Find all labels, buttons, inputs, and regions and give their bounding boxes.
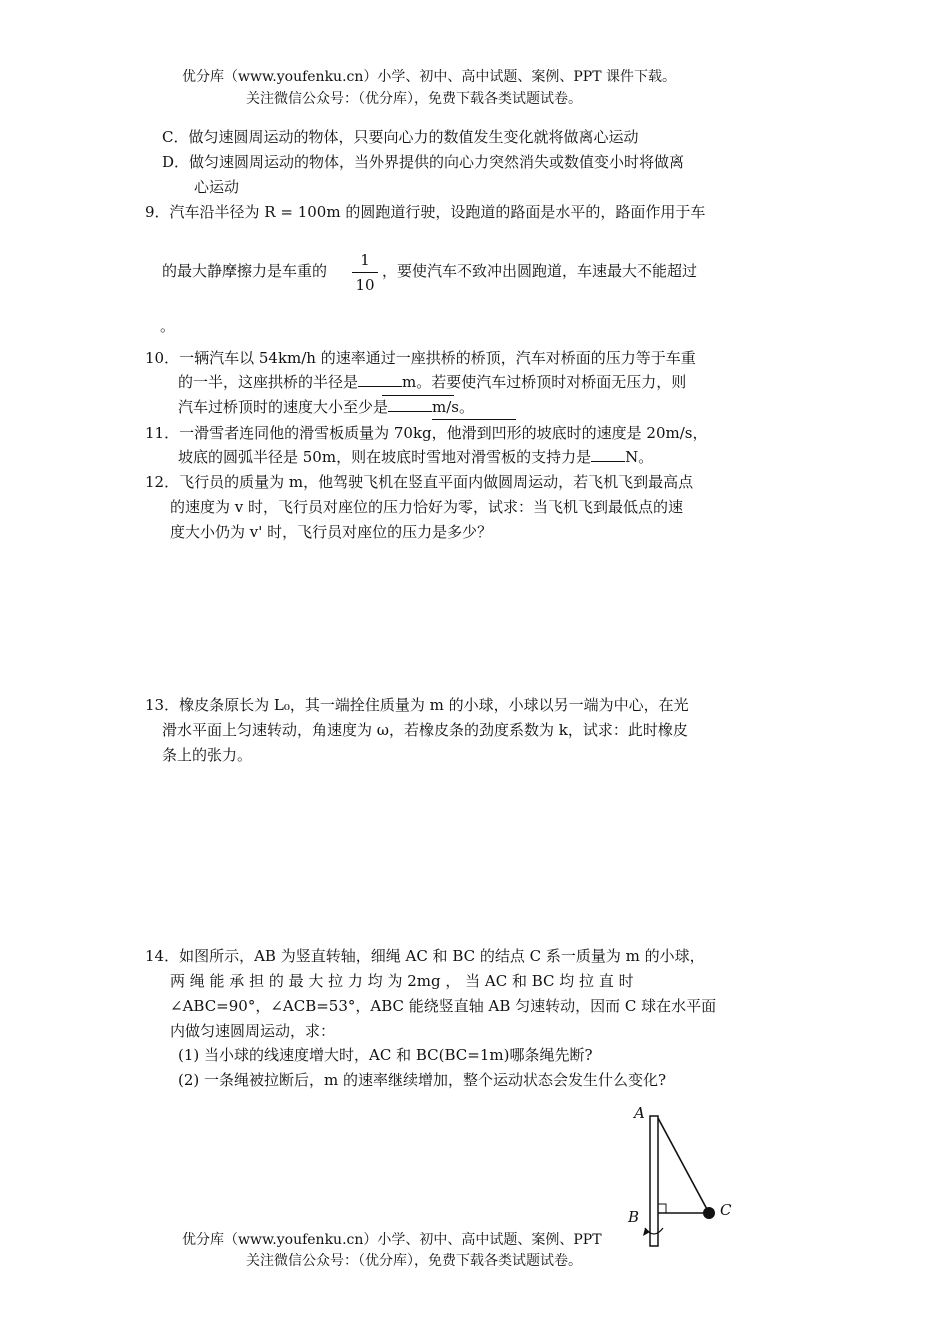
q8-option-c: C．做匀速圆周运动的物体，只要向心力的数值发生变化就将做离心运动 [162, 128, 639, 146]
q12-line-1: 12．飞行员的质量为 m，他驾驶飞机在竖直平面内做圆周运动，若飞机飞到最高点 [145, 473, 694, 491]
q11-line-2-before: 坡底的圆弧半径是 50m，则在坡底时雪地对滑雪板的支持力是 [178, 448, 592, 466]
q9-line-2-before: 的最大静摩擦力是车重的 [162, 262, 328, 280]
q9-line-2-after: ，要使汽车不致冲出圆跑道，车速最大不能超过 [382, 262, 698, 280]
q14-subquestion-2: (2) 一条绳被拉断后，m 的速率继续增加，整个运动状态会发生什么变化? [178, 1071, 667, 1089]
q12-line-3: 度大小仍为 v' 时，飞行员对座位的压力是多少？ [170, 523, 493, 541]
q10-line-2-before: 的一半，这座拱桥的半径是 [178, 373, 359, 391]
q8-option-d-line1: D．做匀速圆周运动的物体，当外界提供的向心力突然消失或数值变小时将做离 [162, 153, 685, 171]
q8-option-d-line2: 心运动 [194, 178, 240, 196]
footer-line-1: 优分库（www.youfenku.cn）小学、初中、高中试题、案例、PPT [182, 1232, 602, 1248]
q10-underline-2 [432, 419, 516, 420]
q10-line-3-before: 汽车过桥顶时的速度大小至少是 [178, 398, 389, 416]
label-c: C [720, 1201, 732, 1219]
q14-line-1: 14．如图所示，AB 为竖直转轴，细绳 AC 和 BC 的结点 C 系一质量为 m 的小球， [145, 947, 705, 965]
q11-line-2 [178, 445, 653, 469]
q9-fraction-denominator: 10 [355, 276, 375, 294]
q14-line-3: ∠ABC=90°，∠ACB=53°，ABC 能绕竖直轴 AB 匀速转动，因而 C 球在水平面 [170, 997, 717, 1015]
q10-line-3 [178, 395, 474, 419]
q13-line-1: 13．橡皮条原长为 L₀，其一端拴住质量为 m 的小球，小球以另一端为中心，在光 [145, 696, 689, 714]
label-a: A [634, 1104, 645, 1122]
ball-c [703, 1207, 715, 1219]
q11-blank-force [591, 461, 625, 462]
footer-line-2: 关注微信公众号：（优分库），免费下载各类试题试卷。 [246, 1253, 582, 1269]
header-line-2: 关注微信公众号：（优分库），免费下载各类试题试卷。 [246, 91, 582, 107]
q12-line-2: 的速度为 v 时，飞行员对座位的压力恰好为零，试求：当飞机飞到最低点的速 [170, 498, 684, 516]
q10-blank-radius [358, 386, 402, 387]
q10-line-1: 10．一辆汽车以 54km/h 的速率通过一座拱桥的桥顶，汽车对桥面的压力等于车重 [145, 349, 696, 367]
q9-line-3: 。 [160, 317, 176, 335]
vertical-shaft [650, 1116, 658, 1246]
q11-line-2-after: N。 [625, 448, 654, 466]
right-angle-mark [658, 1204, 666, 1213]
q14-subquestion-1: (1) 当小球的线速度增大时，AC 和 BC(BC=1m)哪条绳先断? [178, 1046, 593, 1064]
header-line-1: 优分库（www.youfenku.cn）小学、初中、高中试题、案例、PPT 课件下载。 [182, 69, 677, 85]
q13-line-2: 滑水平面上匀速转动，角速度为 ω，若橡皮条的劲度系数为 k，试求：此时橡皮 [162, 721, 688, 739]
q9-fraction-numerator: 1 [360, 251, 370, 269]
rope-ac [658, 1118, 709, 1213]
q14-line-2: 两 绳 能 承 担 的 最 大 拉 力 均 为 2mg ， 当 AC 和 BC 均 拉 直 时 [170, 972, 634, 990]
q10-line-2 [178, 370, 686, 394]
q14-line-4: 内做匀速圆周运动，求： [170, 1022, 336, 1040]
q9-line-1: 9．汽车沿半径为 R = 100m 的圆跑道行驶，设跑道的路面是水平的，路面作用于车 [145, 203, 706, 221]
q9-fraction [352, 250, 378, 295]
q13-line-3: 条上的张力。 [162, 746, 253, 764]
q11-line-1: 11．一滑雪者连同他的滑雪板质量为 70kg，他滑到凹形的坡底时的速度是 20m/s， [145, 424, 708, 442]
q9-fraction-bar [352, 272, 378, 273]
q10-line-2-after: m。若要使汽车过桥顶时对桥面无压力，则 [402, 373, 687, 391]
rotation-axis-figure [620, 1100, 750, 1260]
label-b: B [628, 1208, 640, 1226]
q10-blank-speed [388, 411, 432, 412]
q10-line-3-after: m/s。 [432, 398, 474, 416]
